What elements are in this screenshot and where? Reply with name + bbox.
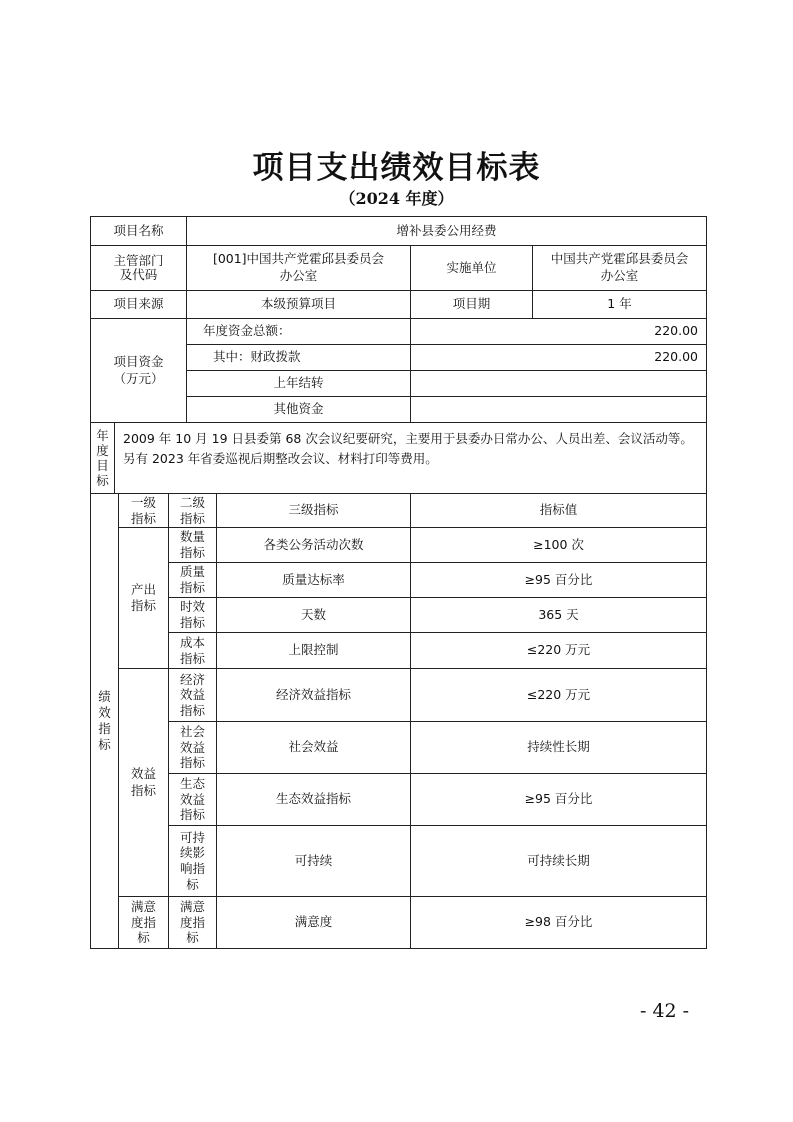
level2-cell: 经济 效益 指标 bbox=[168, 668, 217, 722]
source-label: 项目来源 bbox=[90, 290, 187, 319]
funds-total-label: 年度资金总额： bbox=[186, 318, 411, 345]
level3-cell: 生态效益指标 bbox=[216, 773, 411, 826]
indicator-value: 365 天 bbox=[410, 597, 707, 633]
funds-total-value: 220.00 bbox=[410, 318, 707, 345]
indicator-value: ≤220 万元 bbox=[410, 668, 707, 722]
header-level1: 一级 指标 bbox=[118, 493, 169, 528]
level2-cell: 生态 效益 指标 bbox=[168, 773, 217, 826]
indicator-value: ≥100 次 bbox=[410, 527, 707, 563]
indicator-value: ≤220 万元 bbox=[410, 632, 707, 669]
dept-value: [001]中国共产党霍邱县委员会 办公室 bbox=[186, 245, 411, 291]
funds-carryover-value bbox=[410, 370, 707, 397]
indicators-section-label: 绩 效 指 标 bbox=[90, 493, 119, 949]
header-value: 指标值 bbox=[410, 493, 707, 528]
level2-cell: 质量 指标 bbox=[168, 562, 217, 598]
page-subtitle: （2024 年度） bbox=[339, 189, 454, 208]
funds-fiscal-value: 220.00 bbox=[410, 344, 707, 371]
level2-cell: 成本 指标 bbox=[168, 632, 217, 669]
level2-cell: 数量 指标 bbox=[168, 527, 217, 563]
level2-cell: 可持 续影 响指 标 bbox=[168, 825, 217, 897]
indicator-value: ≥95 百分比 bbox=[410, 562, 707, 598]
level3-cell: 质量达标率 bbox=[216, 562, 411, 598]
impl-unit-value: 中国共产党霍邱县委员会 办公室 bbox=[532, 245, 707, 291]
level1-output: 产出 指标 bbox=[118, 527, 169, 669]
level2-cell: 满意 度指 标 bbox=[168, 896, 217, 949]
page-title: 项目支出绩效目标表 bbox=[252, 150, 541, 186]
source-value: 本级预算项目 bbox=[186, 290, 411, 319]
project-name-value: 增补县委公用经费 bbox=[186, 216, 707, 246]
level3-cell: 可持续 bbox=[216, 825, 411, 897]
level3-cell: 上限控制 bbox=[216, 632, 411, 669]
level3-cell: 社会效益 bbox=[216, 721, 411, 774]
funds-fiscal-label: 其中：财政拨款 bbox=[186, 344, 411, 371]
funds-carryover-label: 上年结转 bbox=[186, 370, 411, 397]
indicator-value: 可持续长期 bbox=[410, 825, 707, 897]
annual-goal-label: 年 度 目 标 bbox=[90, 422, 115, 494]
page-number: - 42 - bbox=[640, 1000, 690, 1022]
funds-other-label: 其他资金 bbox=[186, 396, 411, 423]
level2-cell: 时效 指标 bbox=[168, 597, 217, 633]
dept-label: 主管部门 及代码 bbox=[90, 245, 187, 291]
impl-unit-label: 实施单位 bbox=[410, 245, 533, 291]
project-name-label: 项目名称 bbox=[90, 216, 187, 246]
period-label: 项目期 bbox=[410, 290, 533, 319]
indicator-value: ≥95 百分比 bbox=[410, 773, 707, 826]
indicator-value: 持续性长期 bbox=[410, 721, 707, 774]
level3-cell: 经济效益指标 bbox=[216, 668, 411, 722]
level1-benefit: 效益 指标 bbox=[118, 668, 169, 897]
indicator-value: ≥98 百分比 bbox=[410, 896, 707, 949]
period-value: 1 年 bbox=[532, 290, 707, 319]
level1-satisfaction: 满意 度指 标 bbox=[118, 896, 169, 949]
funds-label: 项目资金 （万元） bbox=[90, 318, 187, 423]
level3-cell: 满意度 bbox=[216, 896, 411, 949]
level3-cell: 天数 bbox=[216, 597, 411, 633]
header-level3: 三级指标 bbox=[216, 493, 411, 528]
header-level2: 二级 指标 bbox=[168, 493, 217, 528]
level3-cell: 各类公务活动次数 bbox=[216, 527, 411, 563]
funds-other-value bbox=[410, 396, 707, 423]
level2-cell: 社会 效益 指标 bbox=[168, 721, 217, 774]
annual-goal-text: 2009 年 10 月 19 日县委第 68 次会议纪要研究，主要用于县委办日常办公、人员出差、会议活动等。另有 2023 年省委巡视后期整改会议、材料打印等费用。 bbox=[114, 422, 707, 494]
